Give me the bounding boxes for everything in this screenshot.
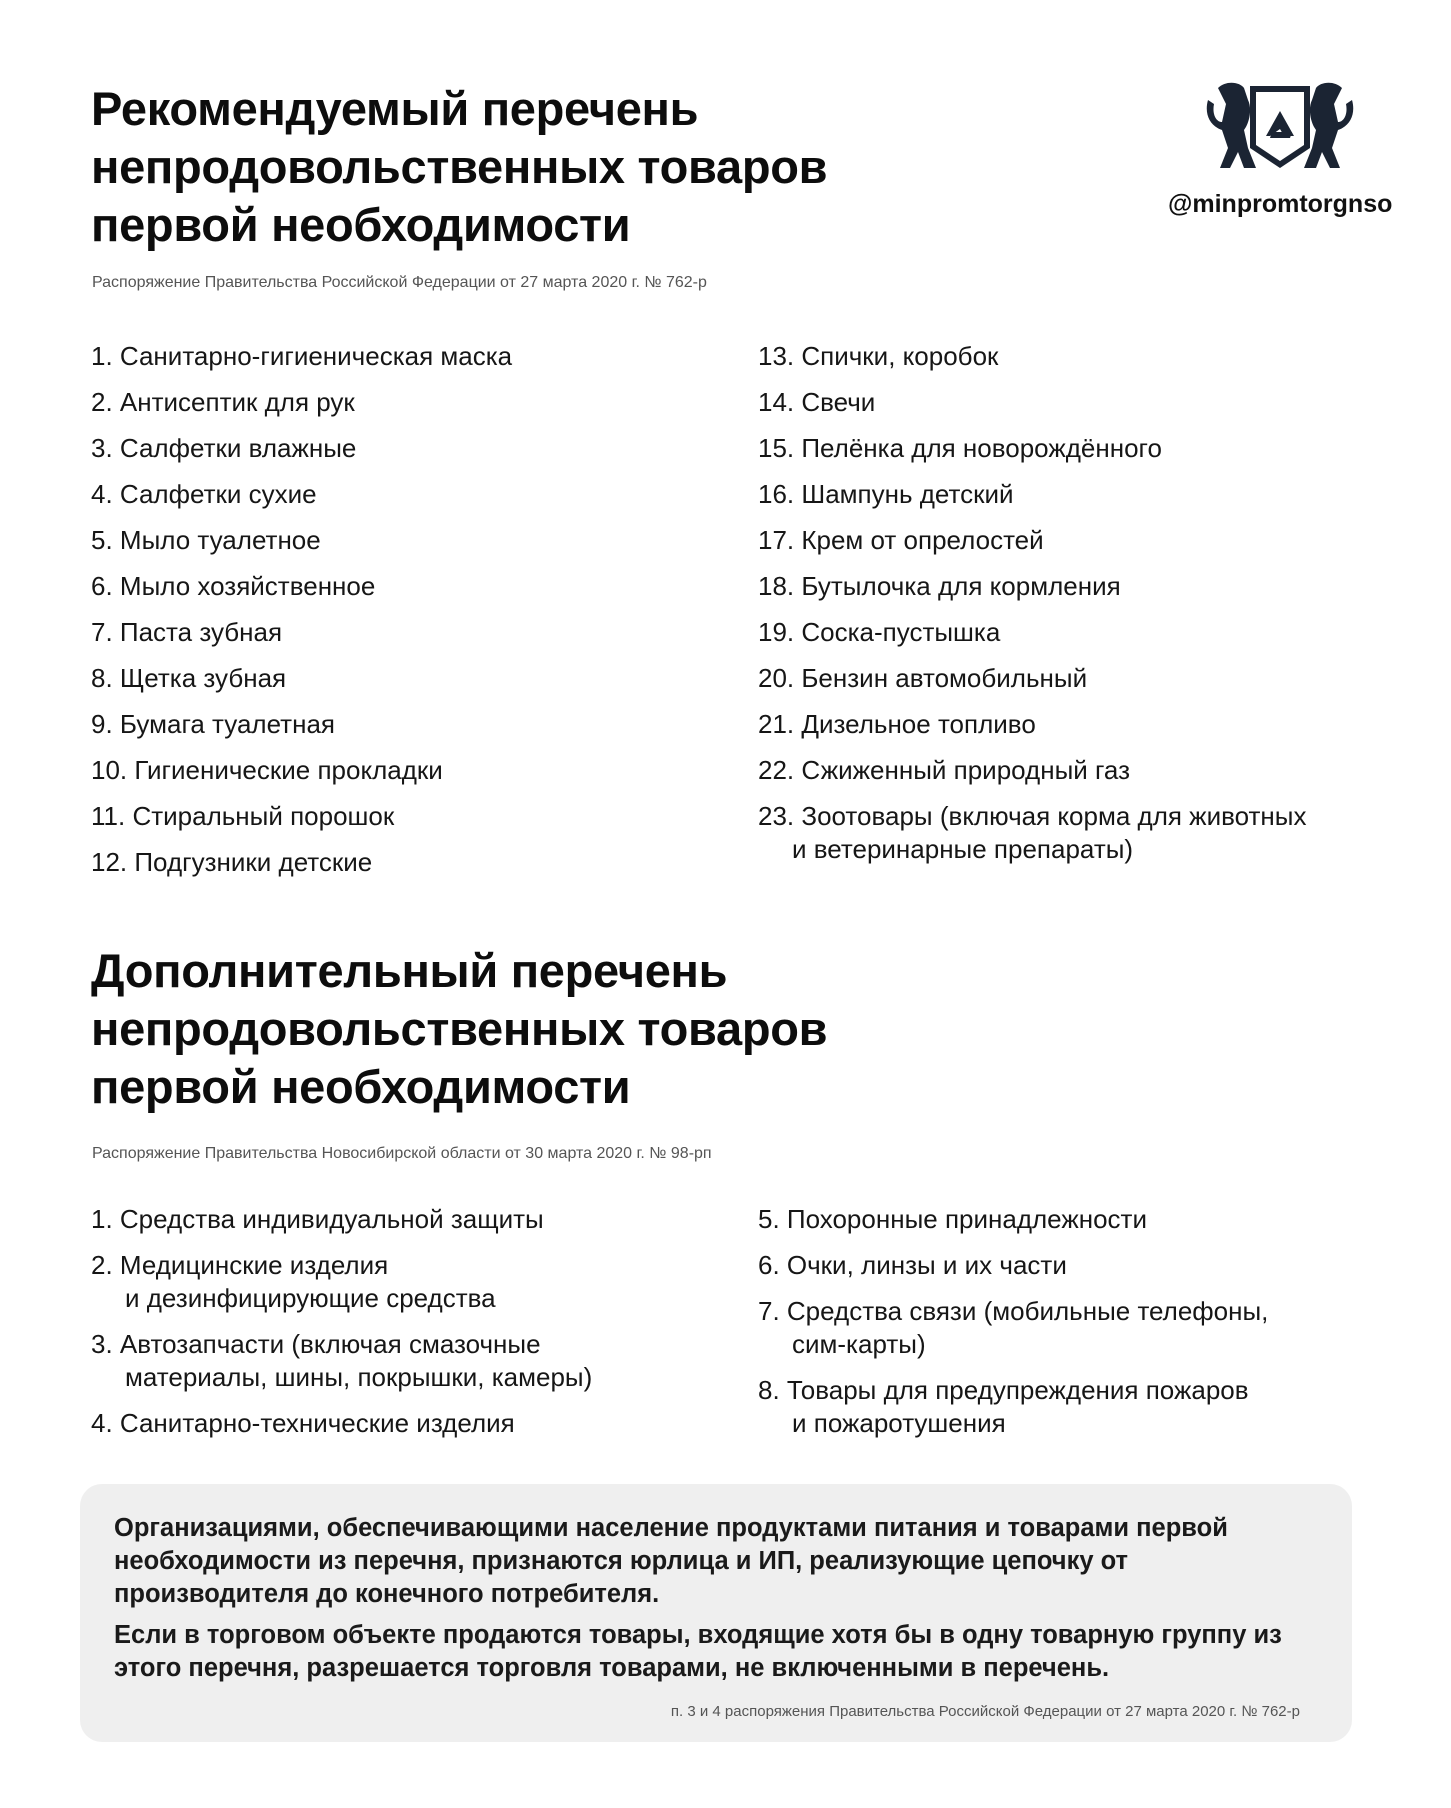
list-item	[758, 800, 1306, 866]
list-item	[91, 524, 758, 557]
recommended-list	[91, 340, 1391, 892]
list-item	[758, 1374, 1268, 1440]
list-item	[758, 708, 1306, 741]
list-item	[758, 340, 1306, 373]
list-item	[758, 1295, 1268, 1361]
list-item-text: 9. Бумага туалетная	[91, 709, 335, 739]
list-item-text: 22. Сжиженный природный газ	[758, 755, 1131, 785]
list-item-text: 16. Шампунь детский	[758, 479, 1014, 509]
list-item	[91, 662, 758, 695]
list-item	[758, 754, 1306, 787]
list-item	[758, 662, 1306, 695]
info-note-box	[80, 1484, 1352, 1742]
list-item-continuation: и пожаротушения	[792, 1408, 1006, 1438]
list-item	[91, 570, 758, 603]
list-column-1	[91, 1203, 758, 1453]
list-item	[91, 340, 758, 373]
page-title: Рекомендуемый перечень непродовольственных товаров первой необходимости	[91, 82, 828, 251]
list-item-text: 20. Бензин автомобильный	[758, 663, 1088, 693]
list-item	[91, 800, 758, 833]
list-item-text: 14. Свечи	[758, 387, 876, 417]
list-item	[91, 1203, 758, 1236]
list-item-text: 1. Санитарно-гигиеническая маска	[91, 341, 513, 371]
list-item-text: 8. Товары для предупреждения пожаров	[758, 1375, 1249, 1405]
source-reference: Распоряжение Правительства Российской Федерации от 27 марта 2020 г. № 762-р	[92, 274, 707, 291]
list-item-text: 7. Паста зубная	[91, 617, 283, 647]
section2-source: Распоряжение Правительства Новосибирской области от 30 марта 2020 г. № 98-рп	[92, 1145, 712, 1162]
list-item	[91, 1328, 758, 1394]
list-column-2	[758, 340, 1306, 892]
list-item-text: 3. Автозапчасти (включая смазочные	[91, 1329, 541, 1359]
list-item	[758, 432, 1306, 465]
list-item-continuation: материалы, шины, покрышки, камеры)	[125, 1362, 593, 1392]
list-item-text: 2. Медицинские изделия	[91, 1250, 389, 1280]
list-item	[758, 524, 1306, 557]
list-item-text: 11. Стиральный порошок	[91, 801, 395, 831]
list-item-text: 23. Зоотовары (включая корма для животных	[758, 801, 1307, 831]
list-column-2	[758, 1203, 1268, 1453]
list-item	[91, 1249, 758, 1315]
list-item	[91, 754, 758, 787]
list-item	[758, 386, 1306, 419]
coat-of-arms-icon	[1200, 78, 1360, 178]
list-item	[91, 1407, 758, 1440]
list-item-text: 17. Крем от опрелостей	[758, 525, 1044, 555]
list-item-text: 5. Мыло туалетное	[91, 525, 321, 555]
list-item-text: 18. Бутылочка для кормления	[758, 571, 1121, 601]
section2-title: Дополнительный перечень непродовольственных товаров первой необходимости	[91, 944, 828, 1113]
list-item-text: 13. Спички, коробок	[758, 341, 999, 371]
list-item-text: 15. Пелёнка для новорождённого	[758, 433, 1162, 463]
list-item	[91, 432, 758, 465]
additional-list	[91, 1203, 1391, 1453]
list-item-text: 6. Мыло хозяйственное	[91, 571, 376, 601]
list-item	[758, 570, 1306, 603]
note-reference: п. 3 и 4 распоряжения Правительства Российской Федерации от 27 марта 2020 г. № 762-р	[670, 1703, 1300, 1720]
note-paragraph: Организациями, обеспечивающими население продуктами питания и товарами первой необходимости из перечня, признаются юрлица и ИП, реализующие цепочку от производителя до конечного потребителя.	[114, 1514, 1228, 1608]
list-item-text: 2. Антисептик для рук	[91, 387, 355, 417]
list-item-text: 1. Средства индивидуальной защиты	[91, 1204, 544, 1234]
list-item	[91, 846, 758, 879]
list-item-continuation: сим-карты)	[792, 1329, 926, 1359]
list-item-continuation: и дезинфицирующие средства	[125, 1283, 496, 1313]
list-item-text: 21. Дизельное топливо	[758, 709, 1036, 739]
list-item	[91, 478, 758, 511]
list-item-text: 12. Подгузники детские	[91, 847, 373, 877]
list-item-text: 6. Очки, линзы и их части	[758, 1250, 1067, 1280]
social-handle: @minpromtorgnso	[1168, 190, 1393, 218]
list-item	[758, 478, 1306, 511]
list-item-text: 3. Салфетки влажные	[91, 433, 357, 463]
list-item	[758, 616, 1306, 649]
list-column-1	[91, 340, 758, 892]
list-item-text: 4. Санитарно-технические изделия	[91, 1408, 515, 1438]
list-item	[91, 708, 758, 741]
list-item-text: 4. Салфетки сухие	[91, 479, 317, 509]
list-item-text: 10. Гигиенические прокладки	[91, 755, 443, 785]
list-item	[91, 616, 758, 649]
list-item	[91, 386, 758, 419]
list-item-continuation: и ветеринарные препараты)	[792, 834, 1134, 864]
list-item	[758, 1249, 1268, 1282]
list-item-text: 7. Средства связи (мобильные телефоны,	[758, 1296, 1269, 1326]
list-item-text: 19. Соска-пустышка	[758, 617, 1001, 647]
list-item-text: 8. Щетка зубная	[91, 663, 287, 693]
note-paragraph: Если в торговом объекте продаются товары, входящие хотя бы в одну товарную группу из этого перечня, разрешается торговля товарами, не включенными в перечень.	[114, 1621, 1282, 1682]
list-item-text: 5. Похоронные принадлежности	[758, 1204, 1147, 1234]
list-item	[758, 1203, 1268, 1236]
